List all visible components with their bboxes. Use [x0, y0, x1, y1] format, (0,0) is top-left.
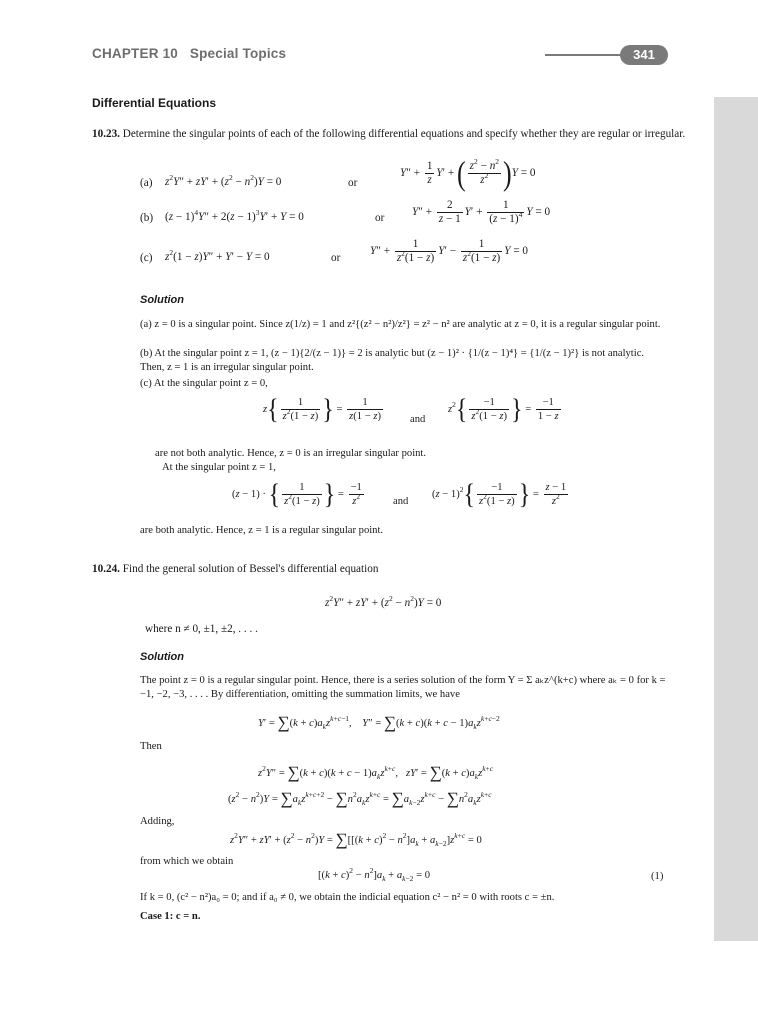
problem-text: Determine the singular points of each of the following differential equations and specify whether they are regular or irregular. — [122, 128, 686, 140]
part-b-lhs: $(z - 1)^4Y'' + 2(z - 1)^3Y' + Y = 0$ — [165, 208, 304, 223]
chapter-number: CHAPTER 10 — [92, 46, 179, 61]
page-number-badge: 341 — [620, 45, 668, 65]
problem-number: 10.24. — [92, 563, 120, 575]
then-equation-2: $(z^2 - n^2)Y = \sum a_kz^{k+c+2} - \sum n^2a_kz^{k+c} = \sum a_{k-2}z^{k+c} - \sum n^2a_kz^{k+c}$ — [228, 789, 492, 808]
recurrence-equation: $[(k + c)^2 - n^2]a_k + a_{k-2} = 0$ — [318, 866, 431, 883]
side-margin-bar — [714, 97, 758, 941]
solution-heading-2: Solution — [140, 651, 184, 663]
then-equation-1: $z^2Y'' = \sum(k + c)(k + c - 1)a_kz^{k+c}$, $zY' = \sum(k + c)a_kz^{k+c}$ — [258, 763, 494, 782]
part-a-or: or — [348, 177, 358, 189]
solution-z1-eq-right: $(z - 1)^2${ $\frac{-1}{z^2(1 - z)}$ } = $\frac{z - 1}{z^2}$ — [432, 478, 567, 511]
indicial-text: If k = 0, (c² − n²)a₀ = 0; and if a₀ ≠ 0, we obtain the indicial equation c² − n² = 0 with roots c = ±n. — [140, 892, 555, 903]
solution-c-eq-left: z{ $\frac{1}{z^2(1 - z)}$ } = $\frac{1}{z(1 - z)}$ — [263, 393, 381, 426]
solution-heading-1: Solution — [140, 294, 184, 306]
part-a-label: (a) — [140, 177, 153, 189]
then-label: Then — [140, 741, 162, 752]
solution-z1-and: and — [393, 496, 409, 507]
solution-at-one-text: At the singular point z = 1, — [162, 462, 276, 473]
part-c-lhs: $z^2(1 - z)Y'' + Y' - Y = 0$ — [165, 248, 270, 263]
case-1-label: Case 1: c = n. — [140, 911, 201, 922]
part-c-or: or — [331, 252, 341, 264]
part-b-label: (b) — [140, 212, 154, 224]
solution-p1-text: The point z = 0 is a regular singular point. Hence, there is a series solution of the form Y = Σ aₖz^(k+c) where aₖ = 0 for k = −1, −2, −3, . . . . By differentiation, omitting the summation limits, we have — [140, 675, 666, 700]
chapter-title: Special Topics — [189, 46, 287, 61]
solution-c-and: and — [410, 414, 426, 425]
solution-z1-eq-left: (z − 1) · { $\frac{1}{z^2(1 - z)}$ } = $\frac{-1}{z^2}$ — [232, 478, 362, 511]
solution-c-eq-right: $z^2${ $\frac{-1}{z^2(1 - z)}$ } = $\frac{-1}{1 - z}$ — [448, 393, 559, 426]
part-a-rhs: Y″ + $\frac{1}{z}$ Y′ + ( $\frac{z^2 - n^2}{z^2}$ )Y = 0 — [400, 154, 536, 192]
derivative-equations: $Y' = \sum(k + c)a_kz^{k+c-1}$, $Y'' = \sum(k + c)(k + c - 1)a_kz^{k+c-2}$ — [258, 713, 500, 732]
obtain-label: from which we obtain — [140, 856, 234, 867]
part-c-label: (c) — [140, 252, 153, 264]
problem-number: 10.23. — [92, 128, 120, 140]
solution-c-text: (c) At the singular point z = 0, — [140, 378, 268, 389]
section-title: Differential Equations — [92, 96, 217, 110]
solution-a-text: (a) z = 0 is a singular point. Since z(1/z) = 1 and z²{(z² − n²)/z²} = z² − n² are analytic at z = 0, it is a regular singular point. — [140, 319, 661, 330]
adding-equation: $z^2Y'' + zY' + (z^2 - n^2)Y = \sum[[(k + c)^2 - n^2]a_k + a_{k-2}]z^{k+c} = 0$ — [230, 830, 482, 849]
part-c-rhs: Y″ + $\frac{1}{z^2(1 - z)}$ Y′ − $\frac{1}{z^2(1 - z)}$ Y = 0 — [370, 238, 529, 264]
chapter-heading — [92, 46, 286, 61]
solution-both-text: are both analytic. Hence, z = 1 is a regular singular point. — [140, 525, 384, 536]
problem-10-24-statement — [92, 562, 378, 576]
solution-b-text: (b) At the singular point z = 1, (z − 1){2/(z − 1)} = 2 is analytic but (z − 1)² · {1/(z − 1)⁴} = {1/(z − 1)²} is not analytic. Then, z = 1 is an irregular singular point. — [140, 348, 645, 373]
equation-tag-1: (1) — [651, 871, 664, 882]
part-b-or: or — [375, 212, 385, 224]
problem-text: Find the general solution of Bessel's differential equation — [122, 563, 379, 575]
part-a-lhs: $z^2Y'' + zY' + (z^2 - n^2)Y = 0$ — [165, 173, 282, 188]
where-condition: where n ≠ 0, ±1, ±2, . . . . — [145, 623, 258, 635]
part-b-rhs: Y″ + $\frac{2}{z - 1}$ Y′ + $\frac{1}{(z - 1)^4}$ Y = 0 — [412, 199, 551, 225]
adding-label: Adding, — [140, 816, 175, 827]
bessel-equation: $z^2Y'' + zY' + (z^2 - n^2)Y = 0$ — [325, 594, 442, 609]
solution-not-both-text: are not both analytic. Hence, z = 0 is an irregular singular point. — [155, 448, 427, 459]
header-rule — [545, 54, 625, 56]
problem-10-23-statement — [92, 127, 692, 141]
